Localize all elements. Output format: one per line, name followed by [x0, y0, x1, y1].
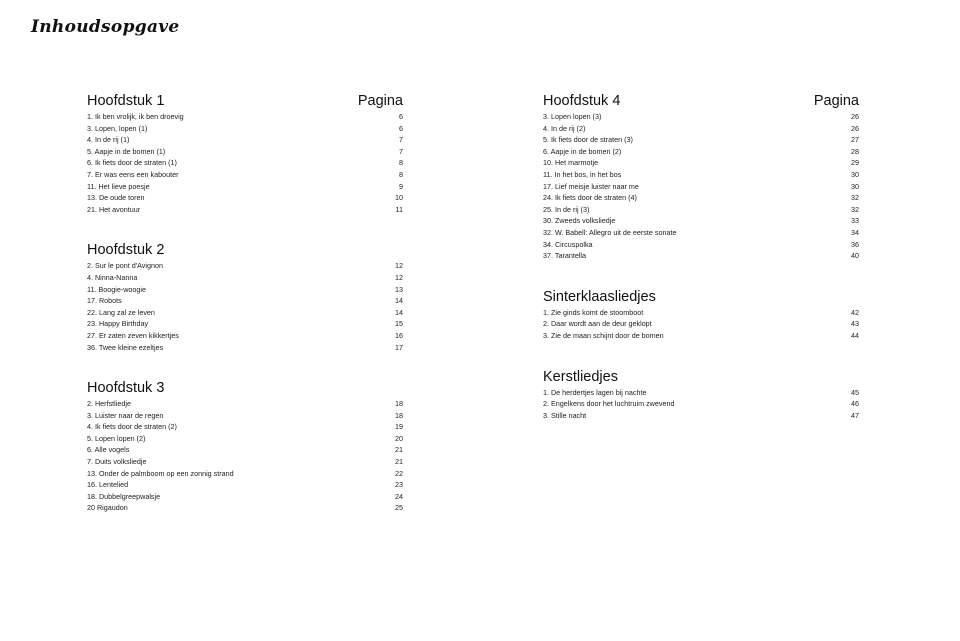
toc-entry	[87, 433, 403, 445]
entry-title: 11. In het bos, in het bos	[543, 169, 622, 179]
toc-entry	[543, 134, 859, 146]
toc-entry	[87, 410, 403, 422]
entry-title: 10. Het marmotje	[543, 158, 599, 168]
entry-title: 3. Lopen lopen (3)	[543, 112, 602, 121]
entry-title: 1. Ik ben vrolijk, ik ben droevig	[87, 112, 184, 121]
toc-entry	[543, 387, 859, 399]
entry-page-number: 10	[395, 193, 403, 203]
entry-page-number: 32	[851, 204, 859, 214]
toc-section	[543, 368, 859, 422]
toc-section	[543, 288, 859, 342]
entry-page-number: 33	[851, 216, 859, 226]
entry-page-number: 16	[395, 330, 403, 340]
toc-entry	[543, 250, 859, 262]
entry-list	[543, 111, 859, 262]
toc-entry	[87, 284, 403, 296]
entry-title: 1. De herdertjes lagen bij nachte	[543, 387, 647, 397]
entry-title: 3. Zie de maan schijnt door de bomen	[543, 330, 664, 340]
toc-column-left	[87, 92, 403, 540]
entry-page-number: 45	[851, 387, 859, 397]
entry-title: 5. Lopen lopen (2)	[87, 433, 146, 443]
page-title: Inhoudsopgave	[31, 17, 180, 37]
entry-title: 4. In de rij (1)	[87, 135, 130, 145]
entry-page-number: 25	[395, 503, 403, 513]
toc-entry	[87, 204, 403, 216]
entry-page-number: 30	[851, 169, 859, 179]
entry-page-number: 21	[395, 445, 403, 455]
toc-entry	[543, 123, 859, 135]
toc-entry	[87, 342, 403, 354]
entry-title: 34. Circuspolka	[543, 239, 593, 249]
entry-page-number: 19	[395, 422, 403, 432]
entry-list	[87, 111, 403, 215]
section-title: Hoofdstuk 3	[87, 380, 165, 397]
entry-page-number: 20	[395, 433, 403, 443]
toc-entry	[87, 444, 403, 456]
toc-entry	[87, 421, 403, 433]
toc-entry	[543, 215, 859, 227]
entry-page-number: 43	[851, 319, 859, 329]
entry-title: 24. Ik fiets door de straten (4)	[543, 193, 637, 203]
entry-title: 27. Er zaten zeven kikkertjes	[87, 330, 179, 340]
entry-page-number: 47	[851, 410, 859, 420]
entry-title: 13. Onder de palmboom op een zonnig strand	[87, 468, 234, 478]
entry-list	[543, 387, 859, 422]
entry-page-number: 28	[851, 146, 859, 156]
entry-title: 2. Daar wordt aan de deur geklopt	[543, 319, 652, 329]
toc-entry	[87, 318, 403, 330]
section-header	[543, 288, 859, 307]
entry-title: 20 Rigaudon	[87, 503, 128, 513]
section-header	[87, 241, 403, 260]
entry-title: 4. Ik fiets door de straten (2)	[87, 422, 177, 432]
entry-list	[87, 260, 403, 353]
toc-entry	[87, 272, 403, 284]
toc-entry	[87, 468, 403, 480]
entry-page-number: 30	[851, 181, 859, 191]
toc-section	[87, 379, 403, 514]
entry-title: 3. Stille nacht	[543, 410, 587, 420]
entry-page-number: 6	[399, 123, 403, 133]
entry-title: 1. Zie ginds komt de stoomboot	[543, 307, 644, 317]
entry-page-number: 36	[851, 239, 859, 249]
entry-title: 6. Ik fiets door de straten (1)	[87, 158, 177, 168]
entry-list	[543, 307, 859, 342]
toc-section	[543, 92, 859, 262]
toc-entry	[87, 491, 403, 503]
entry-page-number: 27	[851, 135, 859, 145]
entry-page-number: 21	[395, 457, 403, 467]
entry-title: 21. Het avontuur	[87, 204, 141, 214]
entry-page-number: 44	[851, 330, 859, 340]
entry-title: 16. Lentelied	[87, 480, 129, 490]
toc-entry	[87, 260, 403, 272]
entry-title: 6. Alle vogels	[87, 445, 130, 455]
section-title: Sinterklaasliedjes	[543, 288, 656, 305]
section-header	[87, 92, 403, 111]
toc-entry	[543, 227, 859, 239]
entry-page-number: 12	[395, 272, 403, 282]
entry-title: 7. Duits volksliedje	[87, 457, 147, 467]
entry-title: 17. Lief meisje luister naar me	[543, 181, 639, 191]
section-title: Hoofdstuk 4	[543, 93, 621, 109]
entry-page-number: 7	[399, 135, 403, 145]
entry-title: 30. Zweeds volksliedje	[543, 216, 616, 226]
toc-entry	[87, 330, 403, 342]
section-header	[87, 379, 403, 398]
toc-entry	[87, 181, 403, 193]
toc-entry	[87, 111, 403, 123]
section-header	[543, 368, 859, 387]
entry-page-number: 24	[395, 491, 403, 501]
entry-page-number: 18	[395, 410, 403, 420]
entry-title: 5. Ik fiets door de straten (3)	[543, 135, 633, 145]
entry-page-number: 13	[395, 284, 403, 294]
toc-column-right	[543, 92, 859, 447]
entry-page-number: 12	[395, 261, 403, 271]
entry-page-number: 18	[395, 399, 403, 409]
entry-title: 37. Tarantella	[543, 251, 587, 261]
toc-entry	[543, 111, 859, 123]
toc-entry	[543, 239, 859, 251]
entry-title: 36. Twee kleine ezeltjes	[87, 342, 164, 352]
toc-entry	[87, 295, 403, 307]
toc-entry	[543, 410, 859, 422]
toc-entry	[543, 157, 859, 169]
toc-entry	[87, 146, 403, 158]
toc-entry	[543, 146, 859, 158]
toc-entry	[543, 318, 859, 330]
toc-entry	[87, 192, 403, 204]
toc-entry	[543, 330, 859, 342]
entry-title: 2. Engelkens door het luchtruim zwevend	[543, 399, 675, 409]
entry-page-number: 15	[395, 319, 403, 329]
section-header	[543, 92, 859, 111]
entry-title: 13. De oude toren	[87, 193, 145, 203]
entry-page-number: 14	[395, 307, 403, 317]
entry-title: 17. Robots	[87, 296, 122, 306]
section-title: Hoofdstuk 1	[87, 93, 165, 109]
section-title: Hoofdstuk 2	[87, 242, 165, 259]
toc-entry	[87, 134, 403, 146]
entry-page-number: 14	[395, 296, 403, 306]
toc-entry	[87, 157, 403, 169]
toc-entry	[87, 502, 403, 514]
entry-title: 2. Sur le pont d'Avignon	[87, 261, 163, 271]
toc-entry	[87, 456, 403, 468]
entry-title: 32. W. Babell: Allegro uit de eerste sonate	[543, 227, 677, 237]
entry-title: 7. Er was eens een kabouter	[87, 169, 179, 179]
entry-page-number: 42	[851, 307, 859, 317]
toc-entry	[543, 169, 859, 181]
entry-page-number: 7	[399, 146, 403, 156]
page-column-label: Pagina	[813, 93, 859, 109]
entry-page-number: 11	[395, 204, 403, 214]
toc-entry	[87, 123, 403, 135]
toc-entry	[543, 192, 859, 204]
entry-title: 23. Happy Birthday	[87, 319, 149, 329]
entry-title: 3. Lopen, lopen (1)	[87, 123, 148, 133]
entry-page-number: 29	[851, 158, 859, 168]
entry-page-number: 17	[395, 342, 403, 352]
entry-page-number: 40	[851, 251, 859, 261]
toc-entry	[543, 181, 859, 193]
entry-page-number: 9	[399, 181, 403, 191]
entry-page-number: 34	[851, 227, 859, 237]
entry-list	[87, 398, 403, 514]
entry-page-number: 22	[395, 468, 403, 478]
entry-title: 3. Luister naar de regen	[87, 410, 164, 420]
entry-title: 4. Ninna-Nanna	[87, 272, 138, 282]
entry-title: 4. In de rij (2)	[543, 123, 586, 133]
page-column-label: Pagina	[357, 93, 403, 109]
section-title: Kerstliedjes	[543, 368, 618, 385]
toc-entry	[543, 204, 859, 216]
entry-title: 18. Dubbelgreepwalsje	[87, 491, 161, 501]
entry-title: 11. Boogie-woogie	[87, 284, 147, 294]
entry-title: 11. Het lieve poesje	[87, 181, 150, 191]
toc-entry	[87, 479, 403, 491]
entry-title: 2. Herfstliedje	[87, 399, 131, 409]
toc-entry	[87, 398, 403, 410]
entry-title: 5. Aapje in de bomen (1)	[87, 146, 166, 156]
entry-page-number: 8	[399, 158, 403, 168]
entry-title: 22. Lang zal ze leven	[87, 307, 155, 317]
entry-page-number: 8	[399, 169, 403, 179]
entry-title: 25. In de rij (3)	[543, 204, 590, 214]
entry-page-number: 46	[851, 399, 859, 409]
entry-page-number: 23	[395, 480, 403, 490]
entry-page-number: 26	[851, 123, 859, 133]
toc-entry	[543, 307, 859, 319]
entry-page-number: 6	[399, 112, 403, 121]
toc-entry	[543, 398, 859, 410]
toc-section	[87, 92, 403, 215]
entry-page-number: 26	[851, 112, 859, 121]
toc-entry	[87, 169, 403, 181]
entry-title: 6. Aapje in de bomen (2)	[543, 146, 622, 156]
toc-entry	[87, 307, 403, 319]
entry-page-number: 32	[851, 193, 859, 203]
toc-section	[87, 241, 403, 353]
